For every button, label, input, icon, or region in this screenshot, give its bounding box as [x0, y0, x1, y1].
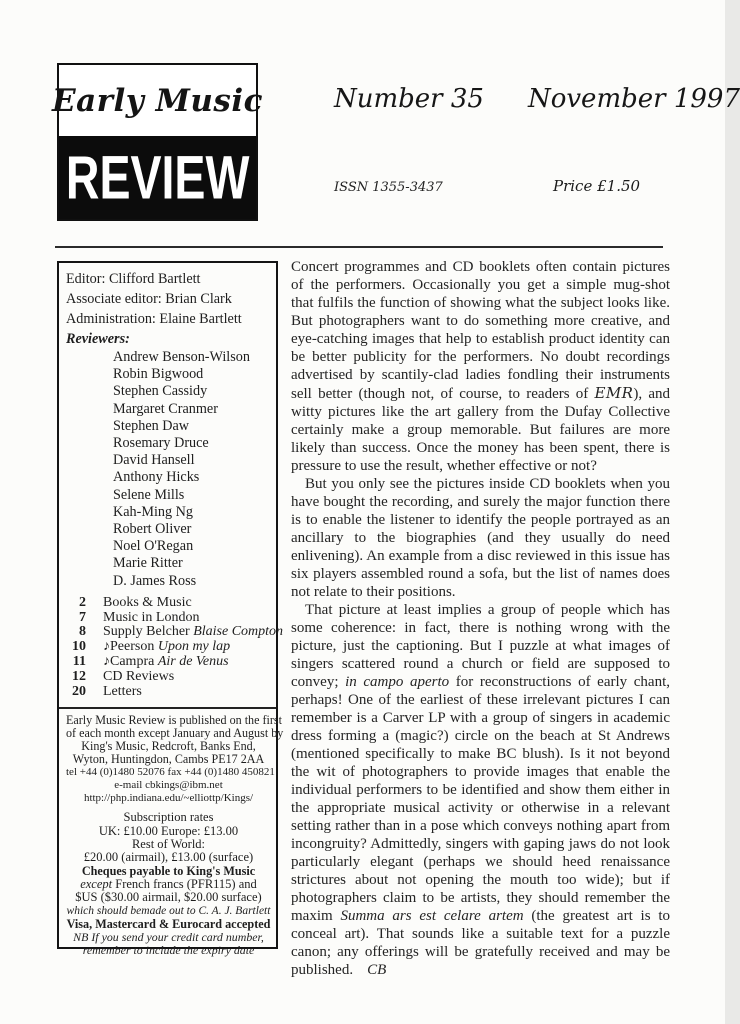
editor-line: Editor: Clifford Bartlett: [66, 271, 201, 287]
pub-phone-line: tel +44 (0)1480 52076 fax +44 (0)1480 450821: [66, 766, 275, 779]
contents-author: Air de Venus: [157, 654, 229, 670]
sub-except-word: except: [80, 876, 116, 891]
reviewer-name: D. James Ross: [113, 572, 197, 589]
contents-page-number: 10: [72, 639, 86, 655]
paragraph-text: for reconstructions of early chant, perhaps! One of the earliest of these irrelevant pictures I can remember is a Carver LP with a group of singers in academic dress forming a (magic?) circle on the beach at St Andrews (mentioned specifically to make BC blush). Is it not beyond the wit of photographers to provide images that enable the individual performers to be identified and show them either in the appropriate musical activity or otherwise in a relevant setting rather than in a pose which conveys nothing apart from incongruity? Admittedly, singers with gaping jaws do not look particularly elegant (perhaps we should heed renaissance strictures about not opening the mouth too wide); but if photographers claim to be artists, they should remember the maxim: [291, 674, 670, 924]
contents-entry: [103, 670, 174, 685]
reviewers-label: Reviewers:: [66, 331, 130, 347]
editorial-paragraph-2: But you only see the pictures inside CD booklets when you have bought the recording, and surely the major function there is to enable the listener to identify the people portrayed as an ancillary to the biographies (and they usually do need enlivening). An example from a disc reviewed in this issue has six players assembled round a sofa, but the list of names does not relate to their positions.: [291, 476, 670, 600]
sub-line-made-out: which should bemade out to C. A. J. Bartlett: [66, 904, 271, 917]
magazine-logo: [51, 63, 264, 221]
contents-row: [66, 596, 271, 611]
contents-entry: [103, 640, 230, 655]
sub-line-nb2: remember to include the expiry date: [82, 943, 255, 958]
contents-author: Upon my lap: [157, 639, 231, 655]
contents-title: Books & Music: [103, 594, 192, 610]
pub-line: King's Music, Redcroft, Banks End,: [81, 739, 256, 754]
reviewer-name: Andrew Benson-Wilson: [113, 349, 250, 365]
pub-line: of each month except January and August by: [66, 726, 284, 741]
issue-date: November 1997: [527, 84, 740, 114]
contents-row: [66, 611, 271, 626]
contents-row: [66, 685, 271, 700]
sub-line-row-label: Rest of World:: [131, 837, 206, 852]
pub-line: Wyton, Huntingdon, Cambs PE17 2AA: [72, 752, 265, 767]
contents-page-number: 20: [72, 683, 86, 699]
issue-line: [334, 84, 740, 114]
contents-page-number: 2: [79, 594, 86, 610]
contents-entry: [103, 685, 142, 700]
reviewer-name: David Hansell: [113, 452, 195, 469]
price-text: Price £1.50: [553, 177, 641, 195]
editorial-paragraph-1: [291, 258, 670, 475]
contents-row: [66, 655, 271, 670]
pub-line: Early Music Review is published on the first: [66, 713, 282, 728]
contents-page-number: 12: [72, 668, 86, 684]
header-divider: [55, 246, 663, 248]
administration-line: Administration: Elaine Bartlett: [66, 311, 242, 327]
reviewer-name: Stephen Daw: [113, 417, 190, 434]
latin-phrase: in campo aperto: [345, 674, 450, 690]
contents-entry: [103, 611, 199, 626]
logo-title: Early Music: [51, 82, 264, 119]
paragraph-text: That picture at least implies a group of people which has some coherence: in fact, there is nothing wrong with the picture, just the captioning. But I puzzle at what images of singers scattered round a church or field are supposed to convey;: [291, 602, 670, 690]
publication-info: [66, 713, 284, 805]
sub-line-except: [66, 878, 271, 891]
pub-url-line: http://php.indiana.edu/~elliottp/Kings/: [83, 792, 254, 805]
contents-title: CD Reviews: [103, 668, 175, 684]
pub-email-line: e-mail cbkings@ibm.net: [114, 779, 223, 792]
contents-list: [66, 594, 284, 700]
paragraph-text: (the greatest art is to conceal art). That sounds like a suitable text for a puzzle canon; any offerings will be gratefully received and may be published.: [291, 908, 671, 978]
reviewer-name: Noel O'Regan: [113, 538, 194, 555]
contents-title: Campra: [110, 654, 158, 670]
sub-line-cards: Visa, Mastercard & Eurocard accepted: [66, 916, 271, 931]
logo-subtitle: REVIEW: [65, 143, 250, 212]
contents-entry: [103, 655, 229, 670]
contents-title: Supply Belcher: [103, 624, 194, 640]
latin-maxim: Summa ars est celare artem: [340, 908, 524, 924]
author-initials: CB: [367, 962, 387, 978]
contents-page-number: 11: [72, 654, 86, 670]
sub-line-cheques: Cheques payable to King's Music: [81, 863, 256, 878]
staff-block: [66, 269, 271, 329]
reviewer-name: Stephen Cassidy: [113, 383, 208, 400]
emr-abbreviation: EMR: [594, 384, 634, 402]
contents-row: [66, 624, 284, 640]
editorial-column: [291, 258, 670, 979]
issn-text: ISSN 1355-3437: [334, 180, 443, 195]
logo-banner: [59, 136, 256, 219]
associate-editor-line: Associate editor: Brian Clark: [66, 291, 232, 307]
masthead-info-box: [57, 261, 284, 958]
contents-row: [66, 640, 271, 655]
contents-entry: [103, 625, 283, 640]
subscription-title: Subscription rates: [123, 810, 214, 825]
reviewer-name: Selene Mills: [113, 486, 185, 503]
reviewer-name: Marie Ritter: [113, 555, 183, 572]
reviewer-name: Anthony Hicks: [113, 469, 200, 486]
sub-line-uk-europe: UK: £10.00 Europe: £13.00: [98, 823, 239, 838]
box-divider: [59, 707, 276, 709]
reviewer-list: [66, 349, 271, 590]
sub-line-us-rates: $US ($30.00 airmail, $20.00 surface): [75, 890, 262, 905]
contents-page-number: 7: [79, 609, 86, 625]
contents-author: Blaise Compton: [193, 624, 284, 640]
sub-line-nb1: NB If you send your credit card number,: [73, 930, 264, 945]
reviewer-name: Robert Oliver: [113, 521, 192, 538]
contents-page-number: 8: [79, 624, 86, 640]
reviewer-name: Robin Bigwood: [113, 366, 204, 383]
contents-entry: [103, 596, 192, 611]
reviewer-name: Rosemary Druce: [113, 435, 209, 452]
music-note-icon: ♪: [103, 654, 110, 670]
issue-number: Number 35: [334, 84, 484, 114]
contents-title: Music in London: [103, 609, 200, 625]
subscription-rates: [66, 811, 271, 957]
editorial-paragraph-3: [291, 601, 670, 979]
sub-except-rest: French francs (PFR115) and: [115, 876, 257, 891]
reviewer-name: Kah-Ming Ng: [113, 503, 193, 520]
contents-title: Peerson: [110, 639, 158, 655]
sub-line-row-rates: £20.00 (airmail), £13.00 (surface): [83, 850, 254, 865]
music-note-icon: ♪: [103, 639, 110, 655]
reviewer-name: Margaret Cranmer: [113, 400, 218, 417]
paragraph-text: Concert programmes and CD booklets often contain pictures of the performers. Occasionally you get a simple mug-shot that fulfils the function of showing what the subject looks like. But photographers want to do something more creative, and eye-catching images that help to establish product identity can be better publicity for the performers. No doubt recordings advertised by scantily-clad ladies fondling their instruments sell better (though not, of course, to readers of: [291, 259, 670, 402]
contents-title: Letters: [103, 683, 142, 699]
contents-row: [66, 670, 271, 685]
paragraph-text: ), and witty pictures like the art gallery from the Dufay Collective certainly make a group memorable. But failures are more likely than success. Once the money has been spent, there is pressure to use the result, whether effective or not?: [291, 386, 670, 474]
